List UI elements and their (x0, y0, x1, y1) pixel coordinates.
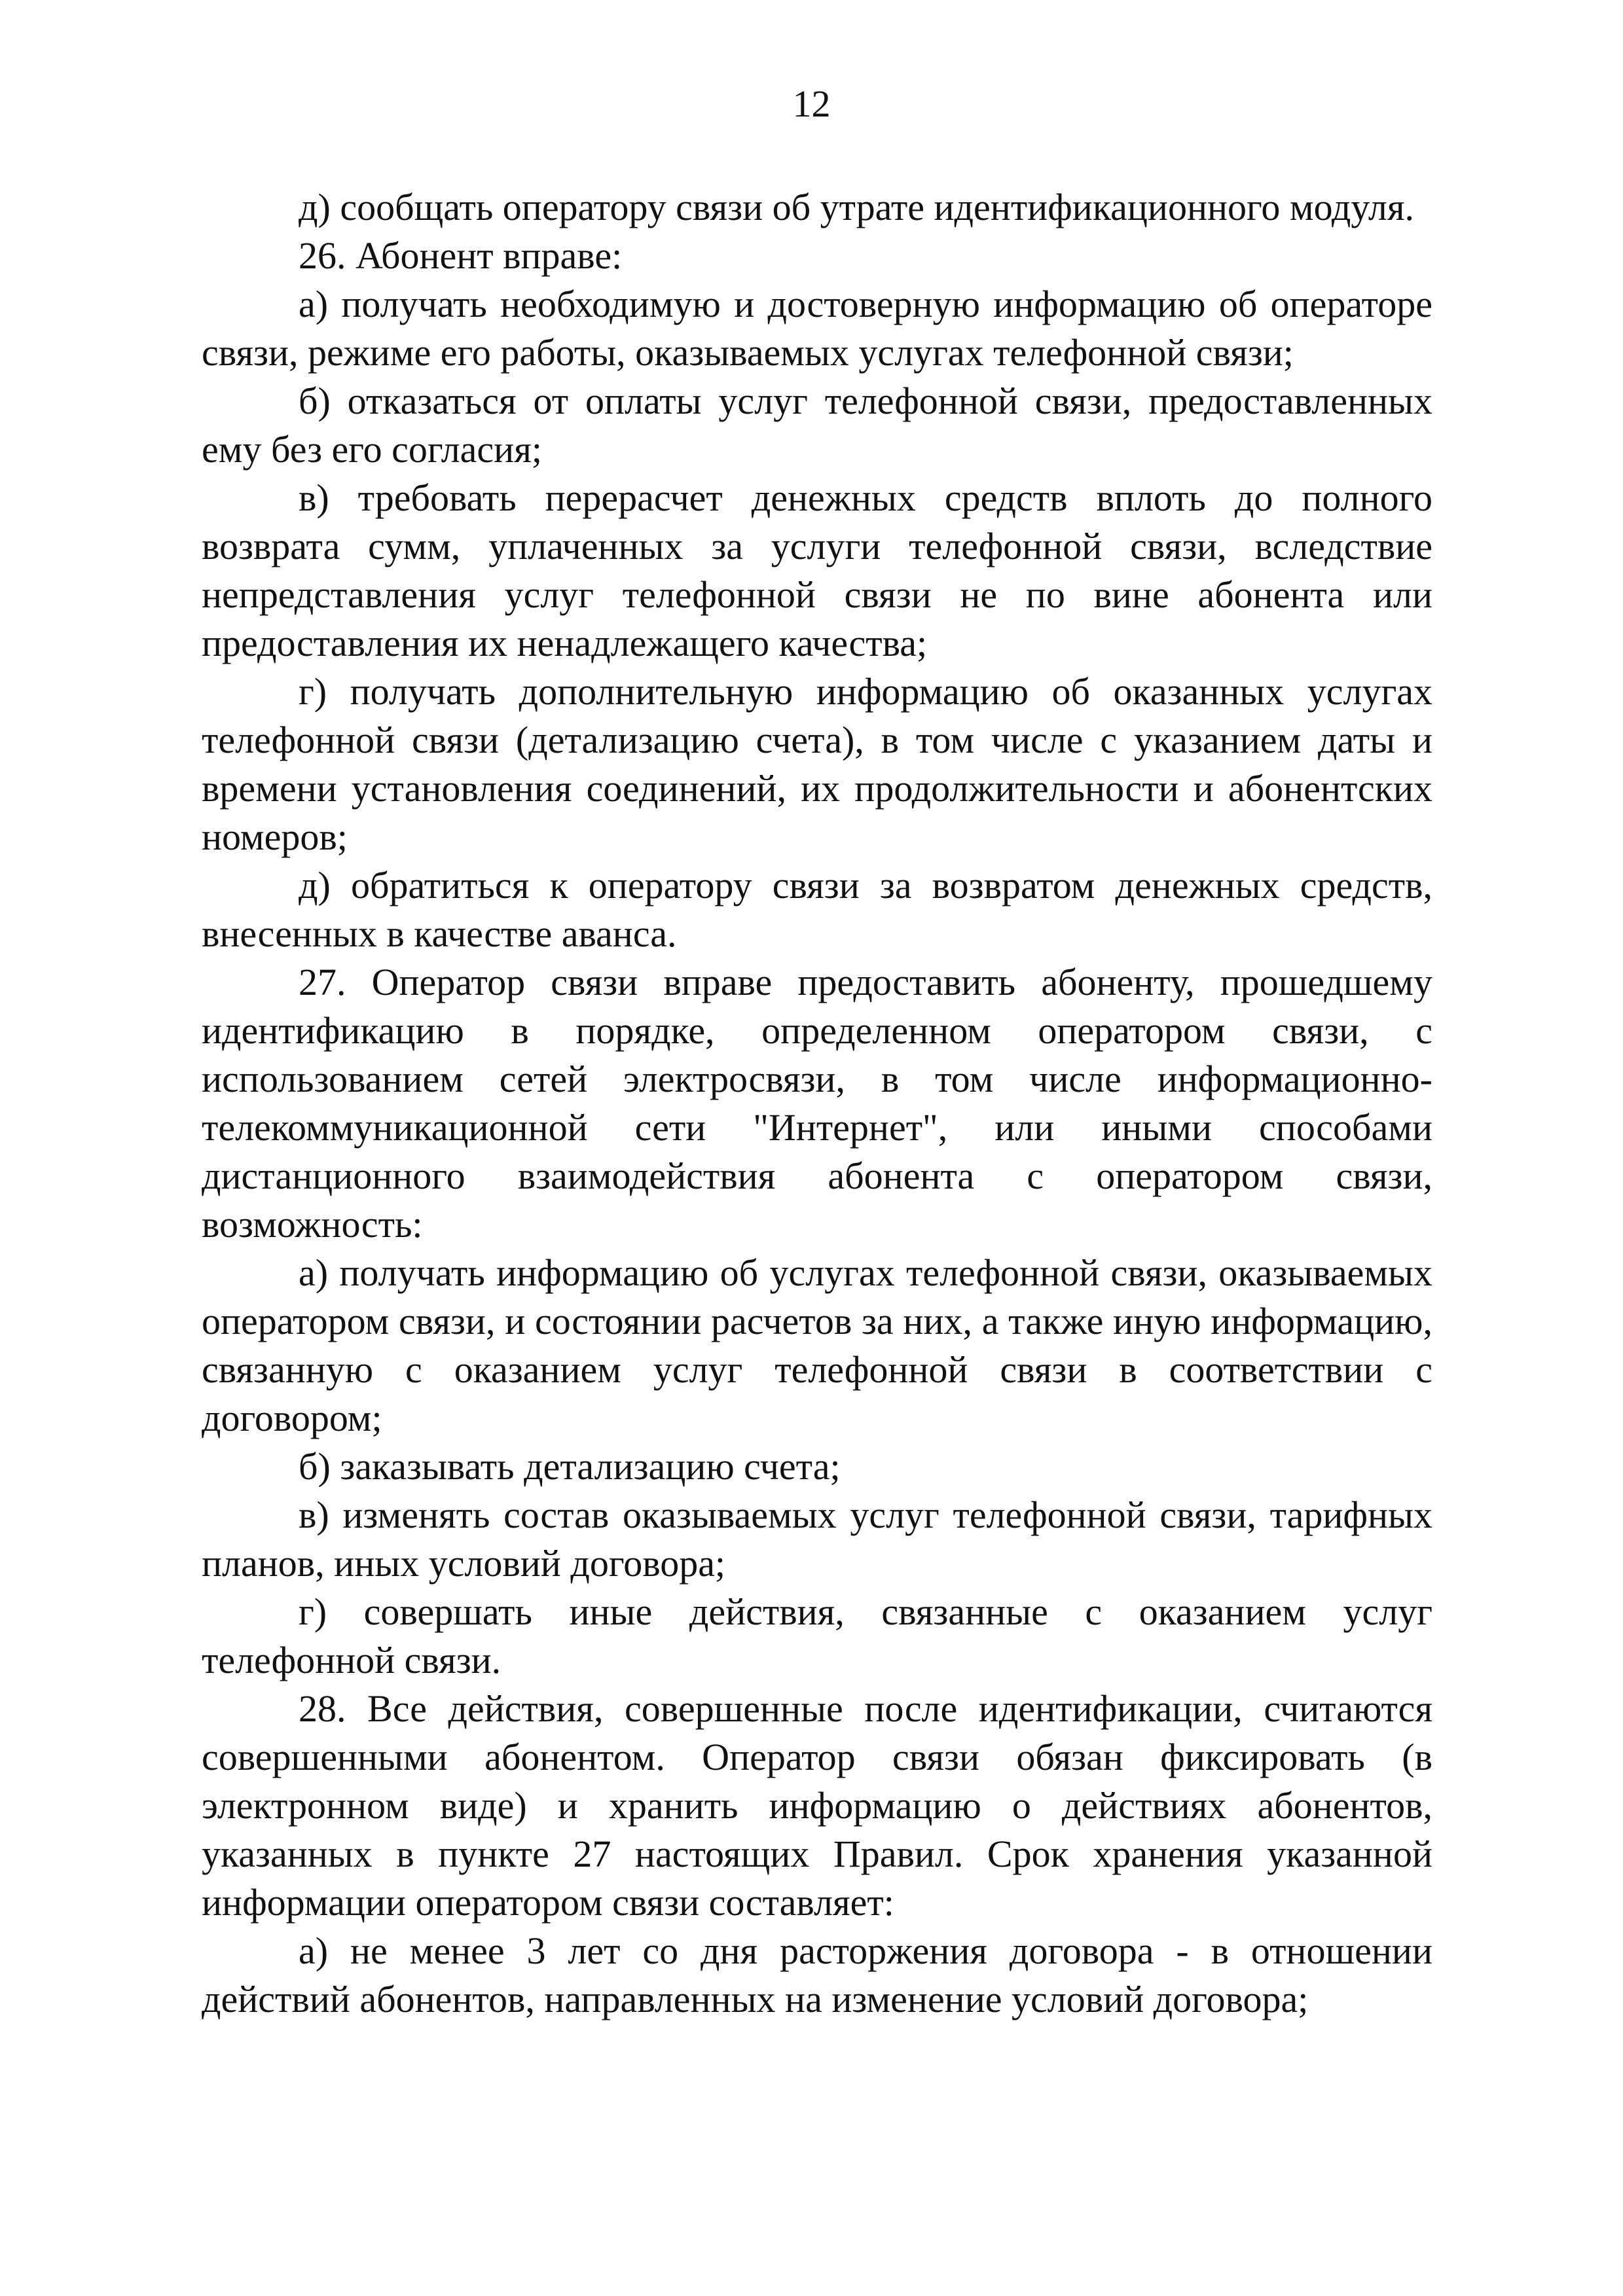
paragraph-d-module-loss: д) сообщать оператору связи об утрате идентификационного модуля. (299, 186, 1415, 228)
paragraph-27: 27. Оператор связи вправе предоставить абоненту, прошедшему идентификацию в порядке, определенном оператором связи, с использованием сетей электросвязи, в том числе информационно-телекоммуникационной сети "Интернет", или иными способами дистанционного взаимодействия абонента с оператором связи, возможность: (202, 961, 1432, 1246)
paragraph-27-a: а) получать информацию об услугах телефонной связи, оказываемых оператором связи, и состоянии расчетов за них, а также иную информацию, связанную с оказанием услуг телефонной связи в соответствии с договором; (202, 1251, 1432, 1439)
paragraph-26-g: г) получать дополнительную информацию об оказанных услугах телефонной связи (детализацию счета), в том числе с указанием даты и времени установления соединений, их продолжительности и абонентских номеров; (202, 670, 1432, 858)
paragraph-28: 28. Все действия, совершенные после идентификации, считаются совершенными абонентом. Оператор связи обязан фиксировать (в электронном виде) и хранить информацию о действиях абонентов, указанных в пункте 27 настоящих Правил. Срок хранения указанной информации оператором связи составляет: (202, 1687, 1432, 1924)
paragraph-27-b: б) заказывать детализацию счета; (299, 1445, 841, 1488)
page-number: 12 (792, 82, 831, 125)
paragraph-26-heading: 26. Абонент вправе: (299, 234, 623, 277)
document-body (202, 183, 1432, 2024)
paragraph-26-a: а) получать необходимую и достоверную информацию об операторе связи, режиме его работы, оказываемых услугах телефонной связи; (202, 283, 1432, 374)
paragraph-26-b: б) отказаться от оплаты услуг телефонной связи, предоставленных ему без его согласия; (202, 380, 1432, 471)
paragraph-27-g: г) совершать иные действия, связанные с оказанием услуг телефонной связи. (202, 1590, 1432, 1681)
paragraph-28-a: а) не менее 3 лет со дня расторжения договора - в отношении действий абонентов, направленных на изменение условий договора; (202, 1929, 1432, 2020)
paragraph-26-v: в) требовать перерасчет денежных средств вплоть до полного возврата сумм, уплаченных за услуги телефонной связи, вследствие непредставления услуг телефонной связи не по вине абонента или предоставления их ненадлежащего качества; (202, 476, 1432, 664)
paragraph-27-v: в) изменять состав оказываемых услуг телефонной связи, тарифных планов, иных условий договора; (202, 1494, 1432, 1585)
paragraph-26-d: д) обратиться к оператору связи за возвратом денежных средств, внесенных в качестве аванса. (202, 864, 1432, 955)
